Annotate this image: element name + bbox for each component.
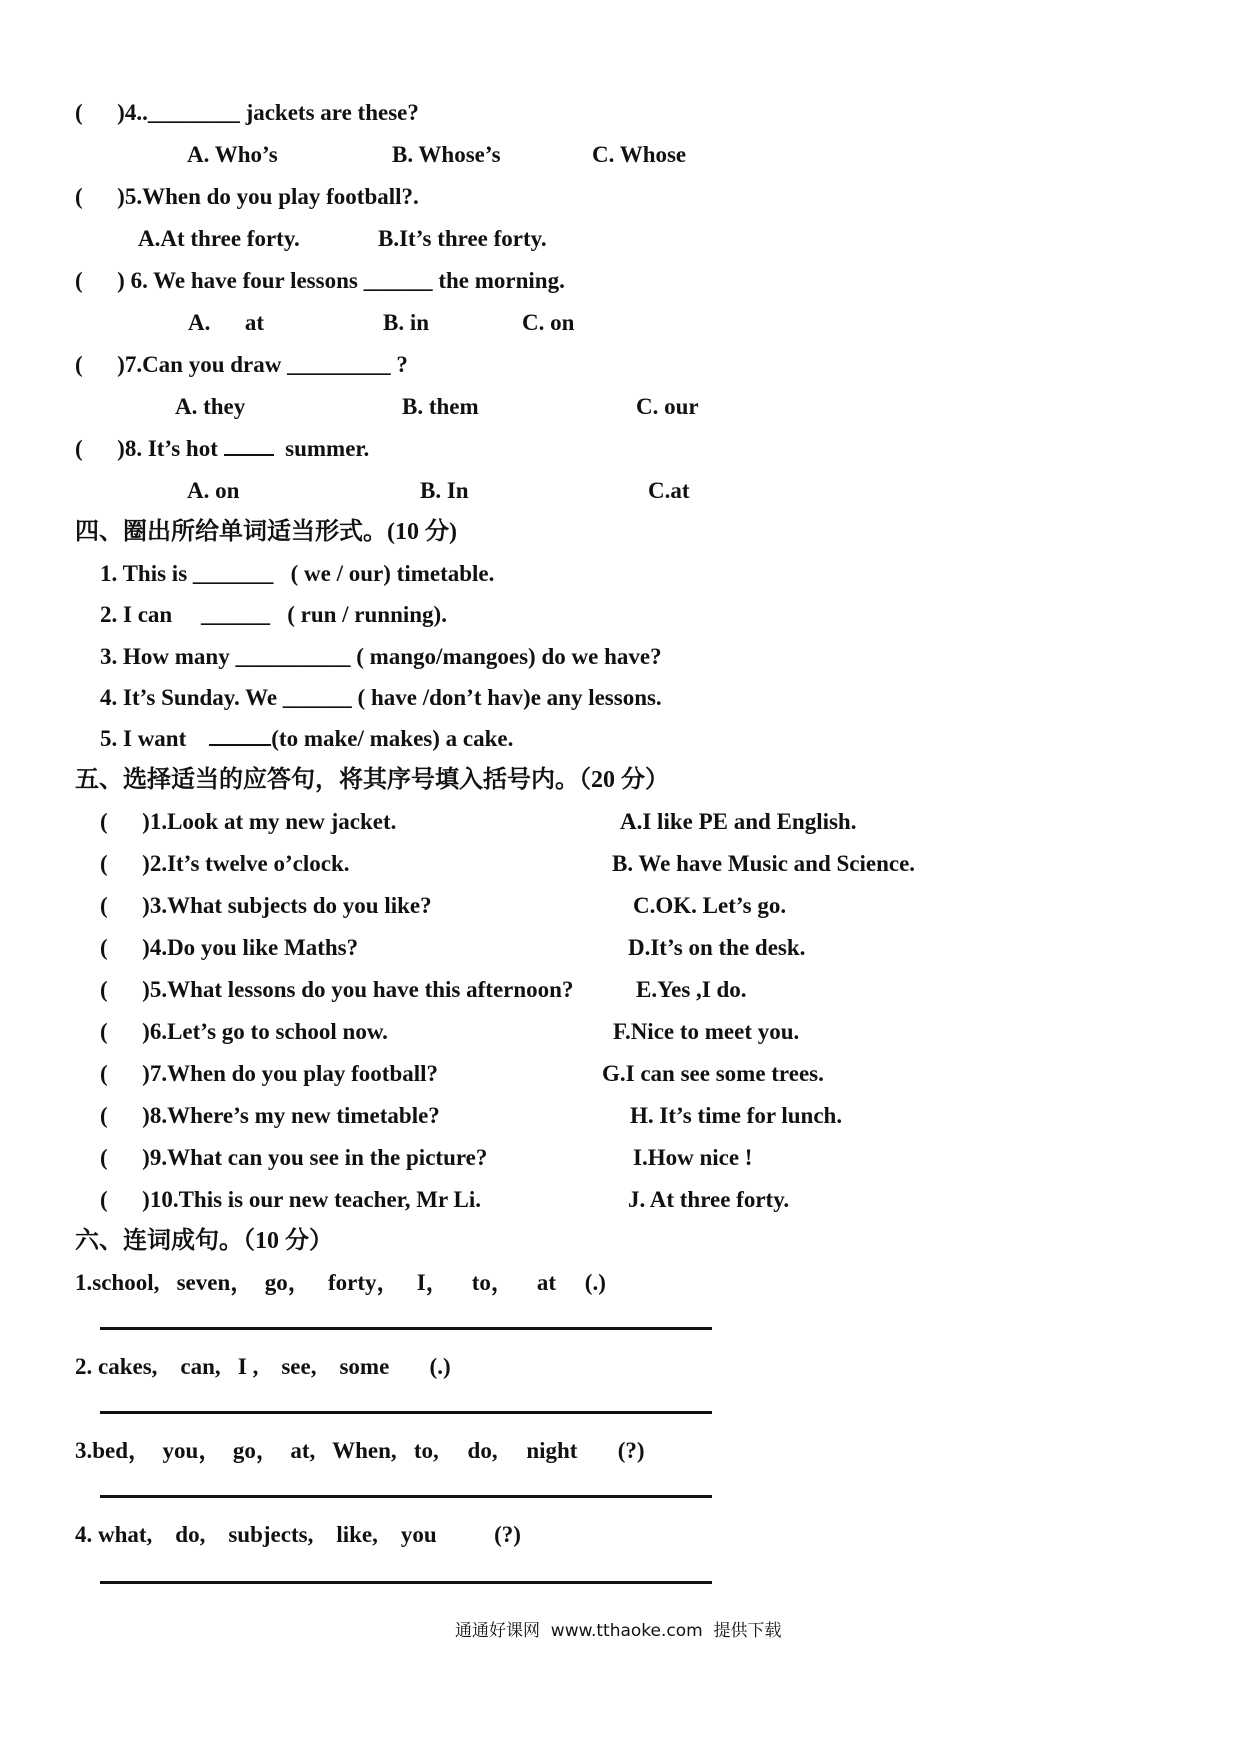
section5-question-6: ( )6.Let’s go to school now. [100, 1019, 388, 1044]
section5-answer-a: A.I like PE and English. [620, 809, 857, 834]
section5-question-9: ( )9.What can you see in the picture? [100, 1145, 488, 1170]
section4-heading: 四、圈出所给单词适当形式。(10 分) [75, 519, 457, 545]
q7-option-a: A. they [175, 394, 246, 419]
section6-heading: 六、连词成句。（10 分） [75, 1228, 333, 1254]
section4-item-5-end: (to make/ makes) a cake. [271, 726, 514, 751]
section5-question-1: ( )1.Look at my new jacket. [100, 809, 397, 834]
answer-line-2 [100, 1411, 712, 1414]
section5-question-4: ( )4.Do you like Maths? [100, 935, 359, 960]
section4-item-5-start: 5. I want [100, 726, 210, 751]
section5-answer-h: H. It’s time for lunch. [630, 1103, 843, 1128]
section4-item-5 [100, 724, 513, 754]
section5-answer-e: E.Yes ,I do. [636, 977, 747, 1002]
section5-answer-f: F.Nice to meet you. [613, 1019, 800, 1044]
section4-item-2: 2. I can ______ ( run / running). [100, 602, 447, 627]
section5-answer-b: B. We have Music and Science. [612, 851, 916, 876]
answer-line-3 [100, 1495, 712, 1498]
section5-question-10: ( )10.This is our new teacher, Mr Li. [100, 1187, 481, 1212]
section5-heading: 五、选择适当的应答句，将其序号填入括号内。（20 分） [75, 767, 669, 793]
q7-stem: ( )7.Can you draw _________ ? [75, 352, 408, 377]
section5-question-5: ( )5.What lessons do you have this afternoon? [100, 977, 574, 1002]
section5-question-2: ( )2.It’s twelve o’clock. [100, 851, 350, 876]
q5-option-b: B.It’s three forty. [378, 226, 547, 251]
section6-item-1: 1.school, seven， go， forty， I， to， at (.) [75, 1270, 606, 1295]
section5-answer-c: C.OK. Let’s go. [633, 893, 787, 918]
q4-option-b: B. Whose’s [392, 142, 501, 167]
q8-stem-start: ( )8. It’s hot [75, 436, 224, 461]
q6-option-b: B. in [383, 310, 430, 335]
q7-option-c: C. our [636, 394, 699, 419]
section4-item-4: 4. It’s Sunday. We ______ ( have /don’t hav)e any lessons. [100, 685, 662, 710]
section5-answer-g: G.I can see some trees. [602, 1061, 824, 1086]
section5-question-8: ( )8.Where’s my new timetable? [100, 1103, 440, 1128]
q6-option-c: C. on [522, 310, 575, 335]
q5-option-a: A.At three forty. [138, 226, 300, 251]
footer-text: 通通好课网 www.tthaoke.com 提供下载 [455, 1621, 782, 1641]
section6-item-3: 3.bed， you， go， at, When, to, do, night (?) [75, 1438, 645, 1463]
q6-stem: ( ) 6. We have four lessons ______ the morning. [75, 268, 565, 293]
q4-option-a: A. Who’s [187, 142, 278, 167]
section5-answer-j: J. At three forty. [628, 1187, 790, 1212]
section6-item-4: 4. what, do, subjects, like, you (?) [75, 1522, 521, 1547]
section4-item-5-blank [209, 726, 271, 746]
q8-blank [224, 436, 274, 456]
q4-option-c: C. Whose [592, 142, 687, 167]
q6-option-a: A. at [188, 310, 265, 335]
q8-stem [75, 434, 369, 464]
section4-item-1: 1. This is _______ ( we / our) timetable. [100, 561, 495, 586]
q8-option-c: C.at [648, 478, 690, 503]
answer-line-1 [100, 1327, 712, 1330]
q8-option-a: A. on [187, 478, 240, 503]
q8-stem-end: summer. [273, 436, 370, 461]
section5-question-3: ( )3.What subjects do you like? [100, 893, 432, 918]
q7-option-b: B. them [402, 394, 479, 419]
q8-option-b: B. In [420, 478, 469, 503]
section5-answer-i: I.How nice ! [633, 1145, 753, 1170]
q5-stem: ( )5.When do you play football?. [75, 184, 419, 209]
section4-item-3: 3. How many __________ ( mango/mangoes) do we have? [100, 644, 662, 669]
answer-line-4 [100, 1581, 712, 1584]
section5-answer-d: D.It’s on the desk. [628, 935, 806, 960]
section5-question-7: ( )7.When do you play football? [100, 1061, 439, 1086]
section6-item-2: 2. cakes, can, I , see, some (.) [75, 1354, 451, 1379]
q4-stem: ( )4..________ jackets are these? [75, 100, 419, 125]
